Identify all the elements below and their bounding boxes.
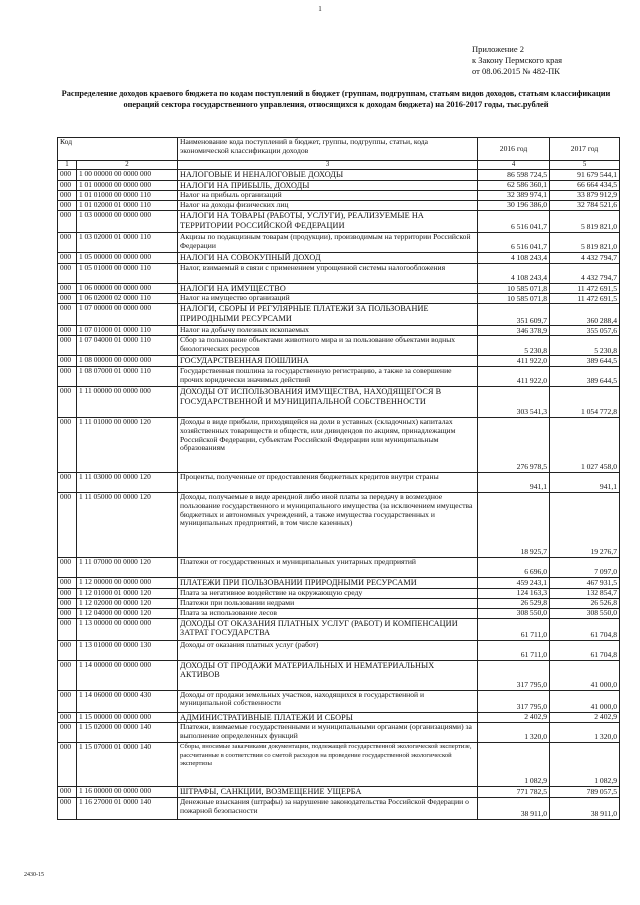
row-revenue-code: 1 07 04000 01 0000 110 bbox=[77, 336, 178, 356]
row-revenue-code: 1 06 00000 00 0000 000 bbox=[77, 283, 178, 294]
row-value-2016: 941,1 bbox=[478, 472, 550, 492]
row-value-2016: 459 243,1 bbox=[478, 577, 550, 588]
row-value-2017: 61 704,8 bbox=[550, 640, 620, 660]
row-admin-code: 000 bbox=[58, 336, 77, 356]
row-value-2016: 10 585 071,8 bbox=[478, 283, 550, 294]
index-cell-4: 4 bbox=[478, 161, 550, 170]
row-admin-code: 000 bbox=[58, 294, 77, 304]
row-name: ДОХОДЫ ОТ ПРОДАЖИ МАТЕРИАЛЬНЫХ И НЕМАТЕРИАЛЬНЫХ АКТИВОВ bbox=[178, 660, 478, 690]
appendix-block bbox=[472, 44, 562, 77]
table-row bbox=[58, 618, 620, 640]
row-name: Платежи при пользовании недрами bbox=[178, 598, 478, 608]
row-value-2016: 5 230,8 bbox=[478, 336, 550, 356]
row-value-2016: 411 922,0 bbox=[478, 366, 550, 386]
row-revenue-code: 1 11 03000 00 0000 120 bbox=[77, 472, 178, 492]
row-revenue-code: 1 11 05000 00 0000 120 bbox=[77, 492, 178, 557]
table-row bbox=[58, 211, 620, 233]
row-value-2016: 18 925,7 bbox=[478, 492, 550, 557]
row-value-2017: 91 679 544,1 bbox=[550, 170, 620, 181]
table-row bbox=[58, 640, 620, 660]
table-index-row bbox=[58, 161, 620, 170]
row-value-2016: 30 196 386,0 bbox=[478, 201, 550, 211]
row-value-2017: 5 230,8 bbox=[550, 336, 620, 356]
table-row bbox=[58, 201, 620, 211]
row-admin-code: 000 bbox=[58, 557, 77, 577]
header-2017: 2017 год bbox=[550, 138, 620, 161]
row-admin-code: 000 bbox=[58, 326, 77, 336]
table-row bbox=[58, 233, 620, 253]
table-row bbox=[58, 356, 620, 367]
row-admin-code: 000 bbox=[58, 233, 77, 253]
row-name: Доходы в виде прибыли, приходящейся на доли в уставных (складочных) капиталах хозяйственных товариществ и обществ, или дивидендов по акциям, принадлежащим Российской Федерации, субъектам Российской Федерации или муниципальным образованиям bbox=[178, 417, 478, 472]
row-name: ШТРАФЫ, САНКЦИИ, ВОЗМЕЩЕНИЕ УЩЕРБА bbox=[178, 787, 478, 798]
table-row bbox=[58, 690, 620, 712]
row-admin-code: 000 bbox=[58, 386, 77, 417]
row-revenue-code: 1 05 01000 00 0000 110 bbox=[77, 263, 178, 283]
row-revenue-code: 1 00 00000 00 0000 000 bbox=[77, 170, 178, 181]
row-value-2016: 62 586 360,1 bbox=[478, 180, 550, 191]
table-row bbox=[58, 191, 620, 201]
table-row bbox=[58, 336, 620, 356]
row-name: НАЛОГИ НА ИМУЩЕСТВО bbox=[178, 283, 478, 294]
row-name: АДМИНИСТРАТИВНЫЕ ПЛАТЕЖИ И СБОРЫ bbox=[178, 712, 478, 723]
row-value-2017: 1 027 458,0 bbox=[550, 417, 620, 472]
row-name: Налог, взимаемый в связи с применением упрощенной системы налогообложения bbox=[178, 263, 478, 283]
row-value-2016: 10 585 071,8 bbox=[478, 294, 550, 304]
row-name: Налог на прибыль организаций bbox=[178, 191, 478, 201]
table-row bbox=[58, 283, 620, 294]
row-admin-code: 000 bbox=[58, 743, 77, 787]
row-value-2016: 4 108 243,4 bbox=[478, 263, 550, 283]
row-name: ДОХОДЫ ОТ ИСПОЛЬЗОВАНИЯ ИМУЩЕСТВА, НАХОДЯЩЕГОСЯ В ГОСУДАРСТВЕННОЙ И МУНИЦИПАЛЬНОЙ СОБСТВЕННОСТИ bbox=[178, 386, 478, 417]
row-revenue-code: 1 15 00000 00 0000 000 bbox=[77, 712, 178, 723]
row-revenue-code: 1 07 01000 01 0000 110 bbox=[77, 326, 178, 336]
table-row bbox=[58, 577, 620, 588]
header-2016: 2016 год bbox=[478, 138, 550, 161]
row-value-2017: 66 664 434,5 bbox=[550, 180, 620, 191]
row-value-2016: 6 516 041,7 bbox=[478, 211, 550, 233]
row-admin-code: 000 bbox=[58, 618, 77, 640]
row-value-2017: 4 432 794,7 bbox=[550, 263, 620, 283]
row-revenue-code: 1 08 00000 00 0000 000 bbox=[77, 356, 178, 367]
row-admin-code: 000 bbox=[58, 660, 77, 690]
appendix-line-3: от 08.06.2015 № 482-ПК bbox=[472, 66, 560, 76]
row-value-2017: 355 057,6 bbox=[550, 326, 620, 336]
table-row bbox=[58, 326, 620, 336]
page-number: 1 bbox=[318, 5, 322, 13]
footer-code: 2430-15 bbox=[24, 872, 44, 878]
table-header-row bbox=[58, 138, 620, 161]
table-row bbox=[58, 712, 620, 723]
table-row bbox=[58, 743, 620, 787]
row-revenue-code: 1 11 01000 00 0000 120 bbox=[77, 417, 178, 472]
row-name: Доходы, получаемые в виде арендной либо иной платы за передачу в возмездное пользование государственного и муниципального имущества (за исключением имущества бюджетных и автономных учреждений, а также имущества государственных и муниципальных предприятий, в том числе казенных) bbox=[178, 492, 478, 557]
table-row bbox=[58, 366, 620, 386]
row-admin-code: 000 bbox=[58, 417, 77, 472]
row-revenue-code: 1 01 01000 00 0000 110 bbox=[77, 191, 178, 201]
row-revenue-code: 1 12 04000 00 0000 120 bbox=[77, 608, 178, 618]
row-value-2016: 38 911,0 bbox=[478, 797, 550, 819]
row-revenue-code: 1 05 00000 00 0000 000 bbox=[77, 253, 178, 264]
row-admin-code: 000 bbox=[58, 797, 77, 819]
row-name: ПЛАТЕЖИ ПРИ ПОЛЬЗОВАНИИ ПРИРОДНЫМИ РЕСУРСАМИ bbox=[178, 577, 478, 588]
row-admin-code: 000 bbox=[58, 577, 77, 588]
row-value-2017: 789 057,5 bbox=[550, 787, 620, 798]
row-value-2016: 124 163,3 bbox=[478, 588, 550, 598]
row-revenue-code: 1 07 00000 00 0000 000 bbox=[77, 304, 178, 326]
row-value-2017: 41 000,0 bbox=[550, 660, 620, 690]
row-revenue-code: 1 13 01000 00 0000 130 bbox=[77, 640, 178, 660]
row-value-2016: 4 108 243,4 bbox=[478, 253, 550, 264]
row-value-2017: 1 054 772,8 bbox=[550, 386, 620, 417]
table-row bbox=[58, 170, 620, 181]
revenue-table bbox=[57, 137, 620, 820]
row-value-2017: 61 704,8 bbox=[550, 618, 620, 640]
row-value-2016: 317 795,0 bbox=[478, 690, 550, 712]
row-revenue-code: 1 12 01000 01 0000 120 bbox=[77, 588, 178, 598]
row-name: НАЛОГОВЫЕ И НЕНАЛОГОВЫЕ ДОХОДЫ bbox=[178, 170, 478, 181]
row-admin-code: 000 bbox=[58, 356, 77, 367]
row-value-2016: 86 598 724,5 bbox=[478, 170, 550, 181]
row-name: НАЛОГИ НА ПРИБЫЛЬ, ДОХОДЫ bbox=[178, 180, 478, 191]
row-value-2016: 346 378,9 bbox=[478, 326, 550, 336]
table-row bbox=[58, 180, 620, 191]
row-revenue-code: 1 16 27000 01 0000 140 bbox=[77, 797, 178, 819]
row-value-2016: 1 082,9 bbox=[478, 743, 550, 787]
row-value-2017: 1 320,0 bbox=[550, 723, 620, 743]
row-value-2017: 2 402,9 bbox=[550, 712, 620, 723]
row-value-2017: 4 432 794,7 bbox=[550, 253, 620, 264]
row-value-2016: 317 795,0 bbox=[478, 660, 550, 690]
row-revenue-code: 1 15 07000 01 0000 140 bbox=[77, 743, 178, 787]
index-cell-5: 5 bbox=[550, 161, 620, 170]
row-value-2017: 308 550,0 bbox=[550, 608, 620, 618]
row-name: Денежные взыскания (штрафы) за нарушение законодательства Российской Федерации о пожарной безопасности bbox=[178, 797, 478, 819]
row-admin-code: 000 bbox=[58, 723, 77, 743]
row-admin-code: 000 bbox=[58, 787, 77, 798]
row-name: Платежи, взимаемые государственными и муниципальными органами (организациями) за выполнение определенных функций bbox=[178, 723, 478, 743]
row-value-2016: 32 389 974,1 bbox=[478, 191, 550, 201]
row-admin-code: 000 bbox=[58, 253, 77, 264]
row-revenue-code: 1 13 00000 00 0000 000 bbox=[77, 618, 178, 640]
row-value-2017: 360 288,4 bbox=[550, 304, 620, 326]
row-value-2017: 132 854,7 bbox=[550, 588, 620, 598]
row-name: ДОХОДЫ ОТ ОКАЗАНИЯ ПЛАТНЫХ УСЛУГ (РАБОТ) И КОМПЕНСАЦИИ ЗАТРАТ ГОСУДАРСТВА bbox=[178, 618, 478, 640]
row-value-2016: 61 711,0 bbox=[478, 618, 550, 640]
row-admin-code: 000 bbox=[58, 170, 77, 181]
row-name: Платежи от государственных и муниципальных унитарных предприятий bbox=[178, 557, 478, 577]
row-revenue-code: 1 08 07000 01 0000 110 bbox=[77, 366, 178, 386]
table-row bbox=[58, 660, 620, 690]
row-value-2017: 389 644,5 bbox=[550, 366, 620, 386]
row-name: НАЛОГИ НА СОВОКУПНЫЙ ДОХОД bbox=[178, 253, 478, 264]
row-admin-code: 000 bbox=[58, 608, 77, 618]
row-admin-code: 000 bbox=[58, 191, 77, 201]
row-admin-code: 000 bbox=[58, 180, 77, 191]
row-admin-code: 000 bbox=[58, 690, 77, 712]
table-row bbox=[58, 472, 620, 492]
table-row bbox=[58, 417, 620, 472]
row-value-2017: 7 097,0 bbox=[550, 557, 620, 577]
appendix-line-1: Приложение 2 bbox=[472, 44, 524, 54]
row-name: Акцизы по подакцизным товарам (продукции), производимым на территории Российской Федерации bbox=[178, 233, 478, 253]
row-value-2016: 771 782,5 bbox=[478, 787, 550, 798]
row-revenue-code: 1 06 02000 02 0000 110 bbox=[77, 294, 178, 304]
row-name: Сборы, вносимые заказчиками документации, подлежащей государственной экологической экспертизе, рассчитанные в соответствии со сметой расходов на проведение государственной экологической экспертизы bbox=[178, 743, 478, 787]
row-admin-code: 000 bbox=[58, 588, 77, 598]
row-value-2017: 38 911,0 bbox=[550, 797, 620, 819]
table-row bbox=[58, 723, 620, 743]
row-value-2016: 1 320,0 bbox=[478, 723, 550, 743]
table-row bbox=[58, 787, 620, 798]
row-admin-code: 000 bbox=[58, 640, 77, 660]
row-revenue-code: 1 01 02000 01 0000 110 bbox=[77, 201, 178, 211]
row-value-2017: 41 000,0 bbox=[550, 690, 620, 712]
row-value-2017: 1 082,9 bbox=[550, 743, 620, 787]
table-row bbox=[58, 588, 620, 598]
row-value-2017: 32 784 521,6 bbox=[550, 201, 620, 211]
row-admin-code: 000 bbox=[58, 304, 77, 326]
document-title: Распределение доходов краевого бюджета по кодам поступлений в бюджет (группам, подгруппам, статьям видов доходов, статьям классификации операций сектора государственного управления, относящихся к доходам бюджета) на 2016-2017 годы, тыс.рублей bbox=[61, 89, 611, 109]
row-revenue-code: 1 14 00000 00 0000 000 bbox=[77, 660, 178, 690]
row-value-2016: 6 696,0 bbox=[478, 557, 550, 577]
row-revenue-code: 1 11 07000 00 0000 120 bbox=[77, 557, 178, 577]
row-value-2017: 5 819 821,0 bbox=[550, 211, 620, 233]
index-cell-1: 1 bbox=[58, 161, 77, 170]
row-name: НАЛОГИ, СБОРЫ И РЕГУЛЯРНЫЕ ПЛАТЕЖИ ЗА ПОЛЬЗОВАНИЕ ПРИРОДНЫМИ РЕСУРСАМИ bbox=[178, 304, 478, 326]
header-name: Наименование кода поступлений в бюджет, группы, подгруппы, статьи, кода экономической классификации доходов bbox=[178, 138, 478, 161]
row-revenue-code: 1 15 02000 00 0000 140 bbox=[77, 723, 178, 743]
row-revenue-code: 1 11 00000 00 0000 000 bbox=[77, 386, 178, 417]
header-code: Код bbox=[58, 138, 178, 161]
row-name: Налог на доходы физических лиц bbox=[178, 201, 478, 211]
table-row bbox=[58, 608, 620, 618]
table-row bbox=[58, 304, 620, 326]
row-admin-code: 000 bbox=[58, 712, 77, 723]
row-admin-code: 000 bbox=[58, 263, 77, 283]
row-name: Плата за негативное воздействие на окружающую среду bbox=[178, 588, 478, 598]
row-name: Плата за использование лесов bbox=[178, 608, 478, 618]
appendix-line-2: к Закону Пермского края bbox=[472, 55, 563, 65]
row-revenue-code: 1 12 02000 00 0000 120 bbox=[77, 598, 178, 608]
row-value-2017: 33 879 912,9 bbox=[550, 191, 620, 201]
row-value-2016: 303 541,3 bbox=[478, 386, 550, 417]
row-name: НАЛОГИ НА ТОВАРЫ (РАБОТЫ, УСЛУГИ), РЕАЛИЗУЕМЫЕ НА ТЕРРИТОРИИ РОССИЙСКОЙ ФЕДЕРАЦИИ bbox=[178, 211, 478, 233]
row-value-2016: 2 402,9 bbox=[478, 712, 550, 723]
row-value-2016: 61 711,0 bbox=[478, 640, 550, 660]
row-revenue-code: 1 14 06000 00 0000 430 bbox=[77, 690, 178, 712]
index-cell-2: 2 bbox=[77, 161, 178, 170]
row-name: Налог на добычу полезных ископаемых bbox=[178, 326, 478, 336]
row-revenue-code: 1 12 00000 00 0000 000 bbox=[77, 577, 178, 588]
row-value-2017: 11 472 691,5 bbox=[550, 283, 620, 294]
row-value-2017: 5 819 821,0 bbox=[550, 233, 620, 253]
row-value-2016: 6 516 041,7 bbox=[478, 233, 550, 253]
row-name: Налог на имущество организаций bbox=[178, 294, 478, 304]
row-admin-code: 000 bbox=[58, 598, 77, 608]
row-value-2016: 411 922,0 bbox=[478, 356, 550, 367]
table-row bbox=[58, 492, 620, 557]
row-value-2016: 276 978,5 bbox=[478, 417, 550, 472]
row-value-2017: 467 931,5 bbox=[550, 577, 620, 588]
table-row bbox=[58, 253, 620, 264]
row-value-2017: 19 276,7 bbox=[550, 492, 620, 557]
row-admin-code: 000 bbox=[58, 492, 77, 557]
table-row bbox=[58, 557, 620, 577]
table-row bbox=[58, 598, 620, 608]
row-name: Сбор за пользование объектами животного мира и за пользование объектами водных биологических ресурсов bbox=[178, 336, 478, 356]
row-value-2016: 351 609,7 bbox=[478, 304, 550, 326]
row-value-2017: 941,1 bbox=[550, 472, 620, 492]
row-revenue-code: 1 16 00000 00 0000 000 bbox=[77, 787, 178, 798]
table-row bbox=[58, 386, 620, 417]
row-admin-code: 000 bbox=[58, 472, 77, 492]
row-admin-code: 000 bbox=[58, 283, 77, 294]
row-name: Проценты, полученные от предоставления бюджетных кредитов внутри страны bbox=[178, 472, 478, 492]
table-row bbox=[58, 797, 620, 819]
row-value-2016: 26 529,8 bbox=[478, 598, 550, 608]
row-admin-code: 000 bbox=[58, 201, 77, 211]
table-row bbox=[58, 294, 620, 304]
row-name: ГОСУДАРСТВЕННАЯ ПОШЛИНА bbox=[178, 356, 478, 367]
row-value-2017: 389 644,5 bbox=[550, 356, 620, 367]
row-value-2017: 26 526,8 bbox=[550, 598, 620, 608]
index-cell-3: 3 bbox=[178, 161, 478, 170]
row-admin-code: 000 bbox=[58, 366, 77, 386]
row-value-2017: 11 472 691,5 bbox=[550, 294, 620, 304]
row-revenue-code: 1 03 02000 01 0000 110 bbox=[77, 233, 178, 253]
table-row bbox=[58, 263, 620, 283]
row-admin-code: 000 bbox=[58, 211, 77, 233]
row-value-2016: 308 550,0 bbox=[478, 608, 550, 618]
row-revenue-code: 1 03 00000 00 0000 000 bbox=[77, 211, 178, 233]
row-revenue-code: 1 01 00000 00 0000 000 bbox=[77, 180, 178, 191]
row-name: Государственная пошлина за государственную регистрацию, а также за совершение прочих юридически значимых действий bbox=[178, 366, 478, 386]
row-name: Доходы от продажи земельных участков, находящихся в государственной и муниципальной собственности bbox=[178, 690, 478, 712]
row-name: Доходы от оказания платных услуг (работ) bbox=[178, 640, 478, 660]
